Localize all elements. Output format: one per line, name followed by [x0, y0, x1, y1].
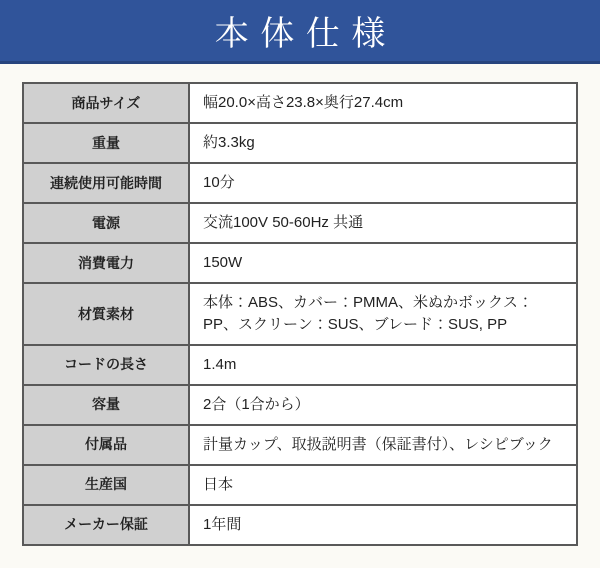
spec-table-body — [23, 83, 577, 545]
spec-label: 重量 — [23, 123, 189, 163]
spec-value: 1年間 — [189, 505, 577, 545]
table-row — [23, 163, 577, 203]
spec-value: 交流100V 50-60Hz 共通 — [189, 203, 577, 243]
table-row — [23, 425, 577, 465]
table-row — [23, 465, 577, 505]
spec-label: 電源 — [23, 203, 189, 243]
spec-label: 生産国 — [23, 465, 189, 505]
table-row — [23, 243, 577, 283]
spec-label: 商品サイズ — [23, 83, 189, 123]
spec-value: 2合（1合から） — [189, 385, 577, 425]
table-row — [23, 505, 577, 545]
table-row — [23, 123, 577, 163]
header-banner — [0, 0, 600, 64]
spec-label: 連続使用可能時間 — [23, 163, 189, 203]
spec-table — [22, 82, 578, 546]
table-row — [23, 345, 577, 385]
spec-value: 150W — [189, 243, 577, 283]
spec-label: 消費電力 — [23, 243, 189, 283]
table-row — [23, 83, 577, 123]
spec-label: 容量 — [23, 385, 189, 425]
table-row — [23, 283, 577, 345]
spec-value: 幅20.0×高さ23.8×奥行27.4cm — [189, 83, 577, 123]
spec-value: 1.4m — [189, 345, 577, 385]
page-title: 本体仕様 — [214, 15, 397, 53]
spec-label: 付属品 — [23, 425, 189, 465]
spec-label: コードの長さ — [23, 345, 189, 385]
spec-value: 本体：ABS、カバー：PMMA、米ぬかボックス：PP、スクリーン：SUS、ブレード：SUS, PP — [189, 283, 577, 345]
spec-value: 計量カップ、取扱説明書（保証書付）、レシピブック — [189, 425, 577, 465]
table-row — [23, 203, 577, 243]
spec-value: 10分 — [189, 163, 577, 203]
table-row — [23, 385, 577, 425]
spec-value: 日本 — [189, 465, 577, 505]
spec-label: メーカー保証 — [23, 505, 189, 545]
spec-value: 約3.3kg — [189, 123, 577, 163]
spec-label: 材質素材 — [23, 283, 189, 345]
spec-table-wrapper — [22, 82, 578, 546]
